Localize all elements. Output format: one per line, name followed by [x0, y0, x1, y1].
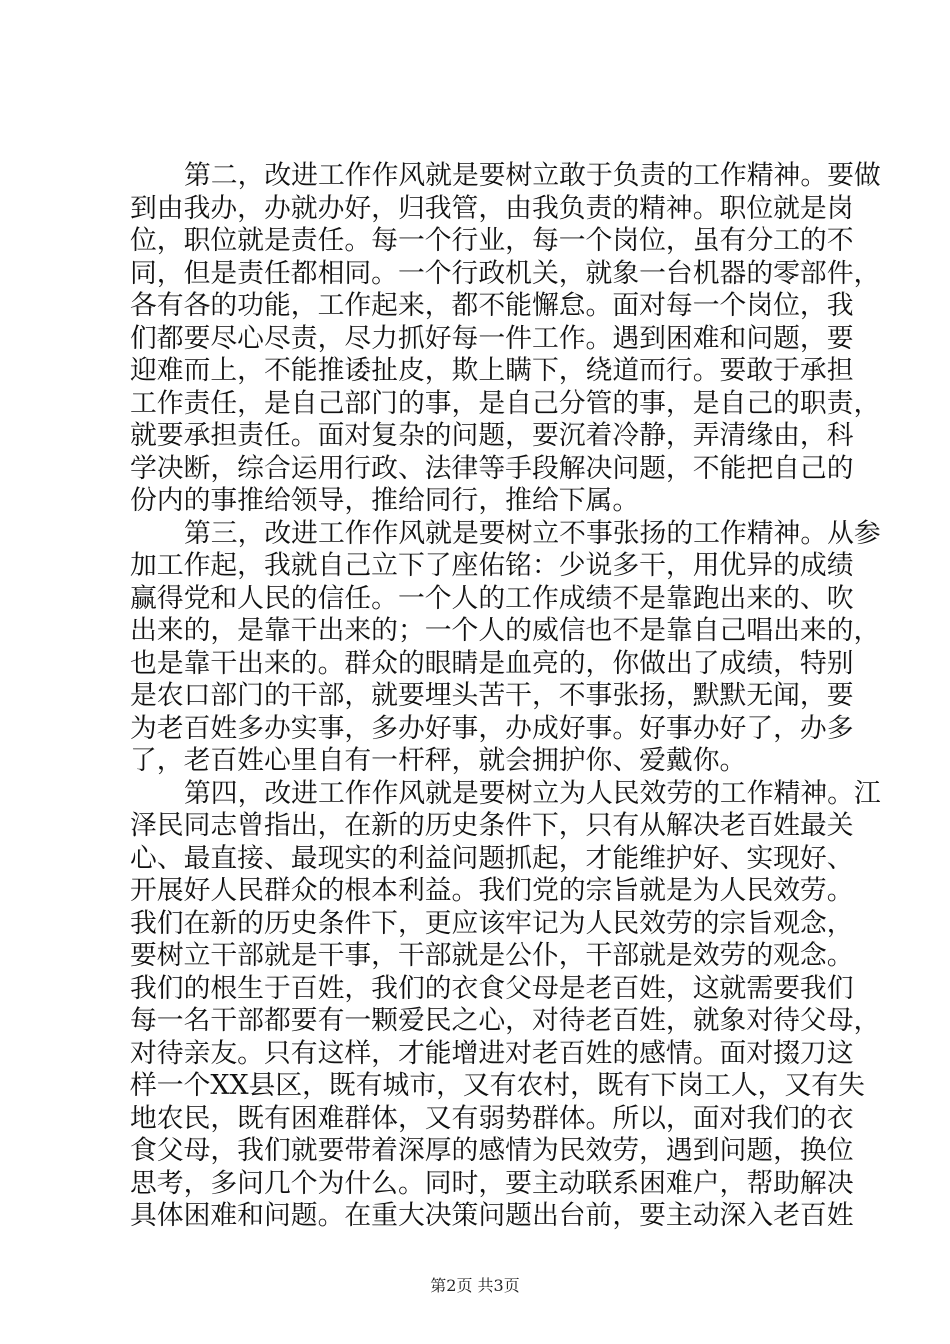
text-line: 对待亲友。只有这样，才能增进对老百姓的感情。面对掇刀这	[130, 1037, 854, 1069]
text-line: 赢得党和人民的信任。一个人的工作成绩不是靠跑出来的、吹	[130, 582, 854, 614]
text-line: 加工作起，我就自己立下了座佑铭：少说多干，用优异的成绩	[130, 550, 854, 581]
page-number: 第2页	[430, 1276, 473, 1295]
text-line: 也是靠干出来的。群众的眼睛是血亮的，你做出了成绩，特别	[130, 647, 854, 679]
text-line: 为老百姓多办实事，多办好事，办成好事。好事办好了，办多	[130, 712, 854, 744]
text-line: 份内的事推给领导，推给同行，推给下属。	[130, 485, 640, 516]
text-line: 样一个XX县区，既有城市，又有农村，既有下岗工人，又有失	[130, 1070, 865, 1101]
page-total: 共3页	[477, 1276, 520, 1295]
text-line: 是农口部门的干部，就要埋头苦干，不事张扬，默默无闻，要	[130, 680, 854, 711]
text-line: 就要承担责任。面对复杂的问题，要沉着冷静，弄清缘由，科	[130, 420, 854, 451]
text-line: 开展好人民群众的根本利益。我们党的宗旨就是为人民效劳。	[130, 875, 854, 906]
page-footer	[0, 1276, 950, 1296]
text-line: 地农民，既有困难群体，又有弱势群体。所以，面对我们的衣	[130, 1102, 854, 1134]
text-line: 泽民同志曾指出，在新的历史条件下，只有从解决老百姓最关	[130, 810, 854, 841]
text-line: 工作责任，是自己部门的事，是自己分管的事，是自己的职责，	[130, 387, 881, 419]
text-line: 第四，改进工作作风就是要树立为人民效劳的工作精神。江	[184, 777, 881, 809]
text-line: 食父母，我们就要带着深厚的感情为民效劳，遇到问题，换位	[130, 1135, 854, 1166]
text-line: 每一名干部都要有一颗爱民之心，对待老百姓，就象对待父母，	[130, 1005, 881, 1036]
text-line: 位，职位就是责任。每一个行业，每一个岗位，虽有分工的不	[130, 225, 854, 256]
text-line: 心、最直接、最现实的利益问题抓起，才能维护好、实现好、	[130, 842, 854, 874]
document-body	[130, 160, 881, 1233]
text-line: 同，但是责任都相同。一个行政机关，就象一台机器的零部件，	[130, 257, 881, 289]
text-line: 第三，改进工作作风就是要树立不事张扬的工作精神。从参	[184, 517, 881, 549]
text-line: 各有各的功能，工作起来，都不能懈怠。面对每一个岗位，我	[130, 290, 854, 321]
text-line: 我们的根生于百姓，我们的衣食父母是老百姓，这就需要我们	[130, 972, 854, 1004]
paragraph-responsibility	[130, 160, 881, 518]
paragraph-low-profile	[130, 517, 881, 778]
text-line: 出来的，是靠干出来的；一个人的威信也不是靠自己唱出来的，	[130, 615, 881, 646]
text-line: 具体困难和问题。在重大决策问题出台前，要主动深入老百姓	[130, 1200, 854, 1231]
text-line: 第二，改进工作作风就是要树立敢于负责的工作精神。要做	[184, 160, 881, 191]
text-line: 我们在新的历史条件下，更应该牢记为人民效劳的宗旨观念，	[130, 907, 854, 939]
text-line: 们都要尽心尽责，尽力抓好每一件工作。遇到困难和问题，要	[130, 322, 854, 354]
text-line: 要树立干部就是干事，干部就是公仆，干部就是效劳的观念。	[130, 940, 854, 971]
text-line: 思考，多问几个为什么。同时，要主动联系困难户，帮助解决	[130, 1167, 854, 1199]
text-line: 了，老百姓心里自有一杆秤，就会拥护你、爱戴你。	[130, 745, 747, 776]
text-line: 迎难而上，不能推诿扯皮，欺上瞒下，绕道而行。要敢于承担	[130, 355, 854, 386]
paragraph-serve-people	[130, 777, 881, 1233]
text-line: 到由我办，办就办好，归我管，由我负责的精神。职位就是岗	[130, 192, 854, 224]
text-line: 学决断，综合运用行政、法律等手段解决问题，不能把自己的	[130, 452, 854, 484]
